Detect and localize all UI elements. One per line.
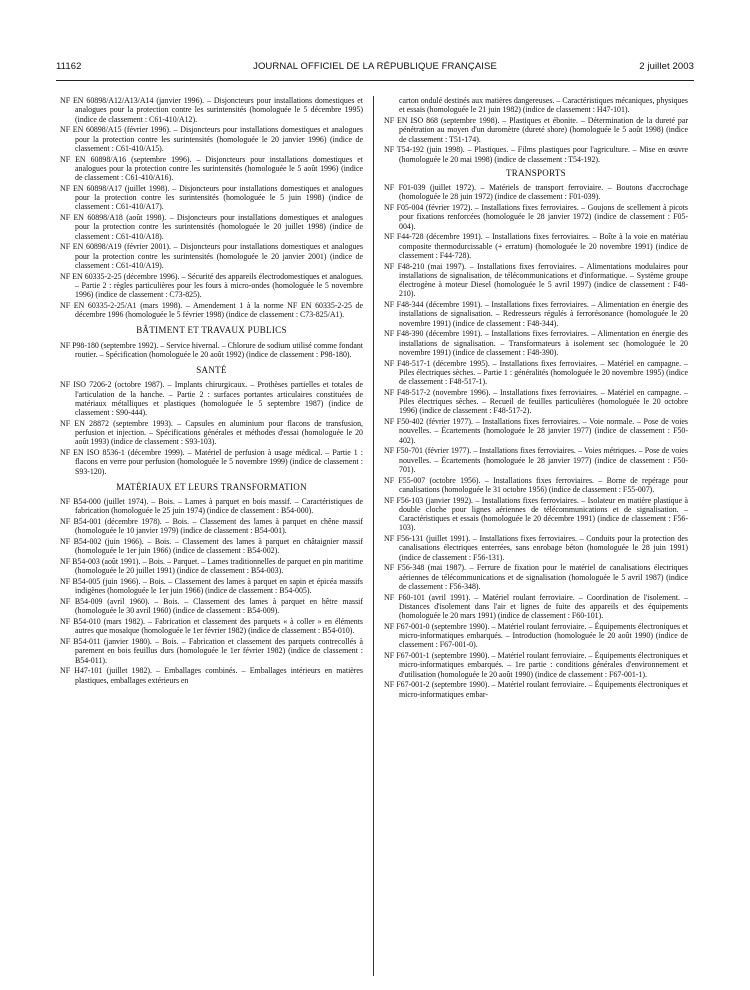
standard-entry: NF F50-402 (février 1977). – Installations fixes ferroviaires. – Voie normale. – Pose de voies nouvelles. – Écartements (homologuée le 28 janvier 1977) (indice de classement : F50-402).: [384, 417, 688, 445]
standard-entry: NF F44-728 (décembre 1991). – Installations fixes ferroviaires. – Boîte à la voie en matériau composite thermodurcissable (+ erratum) (homologuée le 20 novembre 1991) (indice de classement : F44-728).: [384, 232, 688, 260]
standard-entry: NF H47-101 (juillet 1982). – Emballages combinés. – Emballages intérieurs en matières plastiques, emballages extérieurs en: [60, 666, 363, 685]
standard-entry: NF B54-000 (juillet 1974). – Bois. – Lames à parquet en bois massif. – Caractéristiques de fabrication (homologuée le 25 juin 1974) (indice de classement : B54-000).: [60, 497, 363, 516]
standard-entry-continuation: carton ondulé destinés aux matières dangereuses. – Caractéristiques mécaniques, physiques et essais (homologuée le 21 juin 1982) (indice de classement : H47-101).: [399, 96, 688, 115]
standard-entry: NF F48-210 (mai 1997). – Installations fixes ferroviaires. – Alimentations modulaires pour installations de signalisation, de télécommunications et d'informatique. – Système groupe électrogène à moteur Diesel (homologuée le 5 avril 1997) (indice de classement : F48-210).: [384, 261, 688, 299]
standard-entry: NF EN 28872 (septembre 1993). – Capsules en aluminium pour flacons de transfusion, perfusion et injection. – Spécifications générales et méthodes d'essai (homologuée le 20 août 1993) (indice de classement : S93-103).: [60, 418, 363, 447]
standard-entry: NF F56-131 (juillet 1991). – Installations fixes ferroviaires. – Conduits pour la protection des canalisations électriques enterrées, sans enrobage béton (homologuée le 28 juin 1991) (indice de classement : F56-131).: [384, 534, 688, 562]
section-heading: TRANSPORTS: [506, 167, 566, 178]
page-number: 11162: [56, 61, 82, 72]
standard-entry: NF EN 60898/A19 (février 2001). – Disjoncteurs pour installations domestiques et analogues pour la protection contre les surintensités (homologuée le 20 janvier 2001) (indice de classement : C61-410/A19).: [60, 242, 363, 270]
standard-entry: NF F55-007 (octobre 1956). – Installations fixes ferroviaires. – Borne de repérage pour canalisations (homologuée le 31 octobre 1956) (indice de classement : F55-007).: [384, 475, 688, 494]
standard-entry: NF P98-180 (septembre 1992). – Service hivernal. – Chlorure de sodium utilisé comme fondant routier. – Spécification (homologuée le 20 août 1992) (indice de classement : P98-180).: [60, 340, 363, 359]
standard-entry: NF F48-344 (décembre 1991). – Installations fixes ferroviaires. – Alimentation en énergie des installations de signalisation. – Redresseurs régulés à ferrorésonance (homologuée le 20 novembre 1991) (indice de classement : F48-344).: [384, 300, 688, 328]
section-heading: SANTÉ: [196, 365, 227, 375]
page-header: [56, 61, 694, 75]
section-heading: BÂTIMENT ET TRAVAUX PUBLICS: [136, 325, 287, 336]
standard-entry: NF B54-003 (août 1991). – Bois. – Parquet. – Lames traditionnelles de parquet en pin maritime (homologuée le 20 juillet 1991) (indice de classement : B54-003).: [60, 557, 363, 576]
standard-entry: NF EN ISO 868 (septembre 1998). – Plastiques et ébonite. – Détermination de la dureté par pénétration au moyen d'un duromètre (dureté shore) (homologuée le 5 août 1998) (indice de classement : T51-174).: [384, 116, 688, 144]
standard-entry: NF B54-001 (décembre 1978). – Bois. – Classement des lames à parquet en chêne massif (homologuée le 10 janvier 1979) (indice de classement : B54-001).: [60, 517, 363, 536]
standard-entry: NF B54-005 (juin 1966). – Bois. – Classement des lames à parquet en sapin et épicéa massifs indigènes (homologuée le 1er juin 1966) (indice de classement : B54-005).: [60, 577, 363, 596]
standard-entry: NF F67-001-1 (septembre 1990). – Matériel roulant ferroviaire. – Équipements électroniques et micro-informatiques embarqués. – 1re partie : conditions générales d'environnement et d'utilisation (homologuée le 20 août 1990) (indice de classement : F67-001-1).: [384, 651, 688, 679]
journal-title: JOURNAL OFFICIEL DE LA RÉPUBLIQUE FRANÇAISE: [253, 61, 497, 72]
standard-entry: NF EN 60335-2-25/A1 (mars 1998). – Amendement 1 à la norme NF EN 60335-2-25 de décembre 1996 (homologuée le 5 février 1998) (indice de classement : C73-825/A1).: [60, 300, 363, 319]
standard-entry: NF EN 60898/A16 (septembre 1996). – Disjoncteurs pour installations domestiques et analogues pour la protection contre les surintensités (homologuée le 5 août 1996) (indice de classement : C61-410/A16).: [60, 154, 363, 182]
section-heading: MATÉRIAUX ET LEURS TRANSFORMATION: [116, 481, 307, 492]
header-rule: [56, 80, 694, 81]
standard-entry: NF EN 60898/A15 (février 1996). – Disjoncteurs pour installations domestiques et analogues pour la protection contre les surintensités (homologuée le 20 janvier 1996) (indice de classement : C61-410/A15).: [60, 125, 363, 153]
standard-entry: NF F48-517-1 (décembre 1995). – Installations fixes ferroviaires. – Matériel en campagne. – Piles électriques sèches. – Partie 1 : généralités (homologuée le 20 novembre 1995) (indice de classement : F48-517-1).: [384, 358, 688, 386]
standard-entry: NF EN ISO 8536-1 (décembre 1999). – Matériel de perfusion à usage médical. – Partie 1 : flacons en verre pour perfusion (homologuée le 5 novembre 1999) (indice de classement : S93-120).: [60, 448, 363, 476]
standard-entry: NF F56-348 (mai 1987). – Ferrure de fixation pour le matériel de canalisations électriques aériennes de télécommunications et de signalisation (homologuée le 5 avril 1987) (indice de classement : F56-348).: [384, 563, 688, 591]
standard-entry: NF EN 60898/A18 (août 1998). – Disjoncteurs pour installations domestiques et analogues pour la protection contre les surintensités (homologuée le 20 juillet 1998) (indice de classement : C61-410/A18).: [60, 213, 363, 241]
left-column: [60, 96, 363, 686]
column-divider: [373, 96, 374, 976]
standard-entry: NF F60-101 (avril 1991). – Matériel roulant ferroviaire. – Coordination de l'isolement. – Distances d'isolement dans l'air et lignes de fuite des appareils et des équipements (homologuée le 20 mars 1991) (indice de classement : F60-101).: [384, 592, 688, 620]
standard-entry: NF F05-004 (février 1972). – Installations fixes ferroviaires. – Goujons de scellement à picots pour fixations renforcées (homologuée le 28 janvier 1972) (indice de classement : F05-004).: [384, 203, 688, 231]
standard-entry: NF B54-010 (mars 1982). – Fabrication et classement des parquets « à coller » en éléments autres que mosaïque (homologuée le 1er février 1982) (indice de classement : B54-010).: [60, 617, 363, 636]
standard-entry: NF B54-009 (avril 1960). – Bois. – Classement des lames à parquet en hêtre massif (homologuée le 30 avril 1960) (indice de classement : B54-009).: [60, 597, 363, 616]
publication-date: 2 juillet 2003: [639, 61, 694, 72]
standard-entry: NF EN 60898/A12/A13/A14 (janvier 1996). – Disjoncteurs pour installations domestiques et analogues pour la protection contre les surintensités (homologuée le 5 décembre 1995) (indice de classement : C61-410/A12).: [60, 96, 363, 124]
standard-entry: NF F67-001-2 (septembre 1990). – Matériel roulant ferroviaire. – Équipements électroniques et micro-informatiques embar-: [384, 680, 688, 699]
standard-entry: NF F48-517-2 (novembre 1996). – Installations fixes ferroviaires. – Matériel en campagne. – Piles électriques sèches. – Recueil de feuilles particulières (homologuée le 20 octobre 1996) (indice de classement : F48-517-2).: [384, 387, 688, 416]
standard-entry: NF F48-390 (décembre 1991). – Installations fixes ferroviaires. – Alimentation en énergie des installations de signalisation. – Transformateurs à isolement sec (homologuée le 20 novembre 1991) (indice de classement : F48-390).: [384, 329, 688, 357]
standard-entry: NF F56-103 (janvier 1992). – Installations fixes ferroviaires. – Isolateur en matière plastique à double cloche pour lignes aériennes de télécommunications et de signalisation. – Caractéristiques et essais (homologuée le 20 décembre 1991) (indice de classement : F56-103).: [384, 495, 688, 533]
standard-entry: NF ISO 7206-2 (octobre 1987). – Implants chirurgicaux. – Prothèses partielles et totales de l'articulation de la hanche. – Partie 2 : surfaces portantes articulaires constituées de matériaux métalliques et plastiques (homologuée le 5 septembre 1987) (indice de classement : S90-444).: [60, 380, 363, 417]
standard-entry: NF T54-192 (juin 1998). – Plastiques. – Films plastiques pour l'agriculture. – Mise en œuvre (homologuée le 20 mai 1998) (indice de classement : T54-192).: [384, 145, 688, 164]
standard-entry: NF EN 60335-2-25 (décembre 1996). – Sécurité des appareils électrodomestiques et analogues. – Partie 2 : règles particulières pour les fours à micro-ondes (homologuée le 5 novembre 1996) (indice de classement : C73-825).: [60, 271, 363, 299]
standard-entry: NF F01-039 (juillet 1972). – Matériels de transport ferroviaire. – Boutons d'accrochage (homologuée le 28 juin 1972) (indice de classement : F01-039).: [384, 183, 688, 202]
standard-entry: NF F50-701 (février 1977). – Installations fixes ferroviaires. – Voies métriques. – Pose de voies nouvelles. – Écartements (homologuée le 28 janvier 1977) (indice de classement : F50-701).: [384, 446, 688, 474]
right-column: [384, 96, 688, 700]
standard-entry: NF B54-002 (juin 1966). – Bois. – Classement des lames à parquet en châtaignier massif (homologuée le 1er juin 1966) (indice de classement : B54-002).: [60, 537, 363, 556]
standard-entry: NF F67-001-0 (septembre 1990). – Matériel roulant ferroviaire. – Équipements électroniques et micro-informatiques embarqués. – Introduction (homologuée le 20 août 1990) (indice de classement : F67-001-0).: [384, 621, 688, 650]
standard-entry: NF B54-011 (janvier 1980). – Bois. – Fabrication et classement des parquets contrecollés à parement en bois feuillus durs (homologuée le 1er février 1982) (indice de classement : B54-011).: [60, 637, 363, 665]
standard-entry: NF EN 60898/A17 (juillet 1998). – Disjoncteurs pour installations domestiques et analogues pour la protection contre les surintensités (homologuée le 5 juin 1998) (indice de classement : C61-410/A17).: [60, 183, 363, 212]
